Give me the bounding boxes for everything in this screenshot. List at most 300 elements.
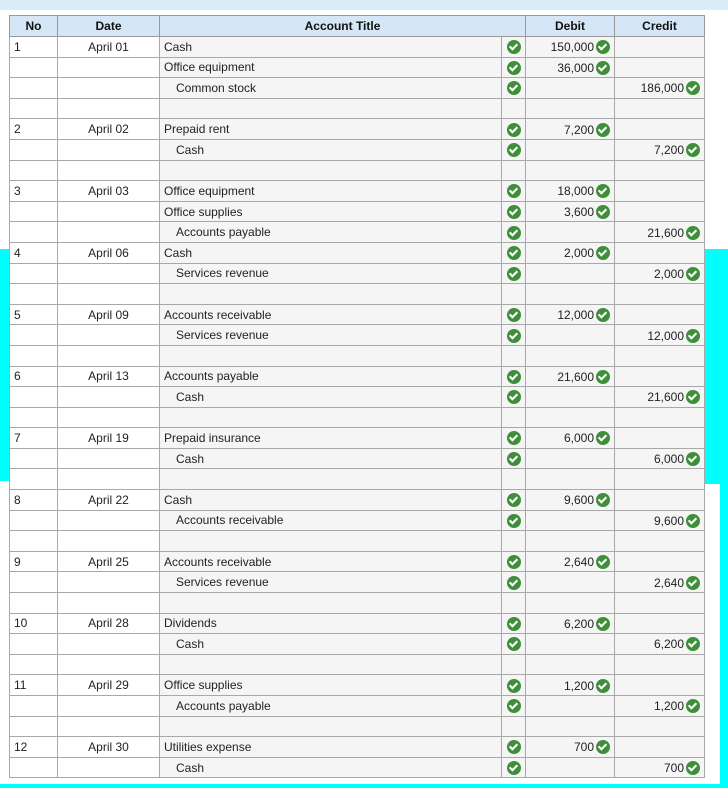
account-title-field <box>160 654 502 675</box>
account-title-field[interactable] <box>160 696 502 717</box>
check-circle-icon <box>686 699 700 713</box>
check-circle-icon <box>507 761 521 775</box>
credit-field <box>615 160 705 181</box>
entry-number <box>10 531 58 552</box>
credit-amount: 21,600 <box>647 390 685 405</box>
account-title-text: Common stock <box>176 80 257 95</box>
credit-field <box>615 716 705 737</box>
debit-field[interactable] <box>526 57 615 78</box>
check-circle-icon <box>507 370 521 384</box>
account-status <box>502 634 526 655</box>
account-status <box>502 531 526 552</box>
table-row <box>10 325 705 346</box>
account-title-text: Cash <box>176 389 205 404</box>
entry-date: April 19 <box>58 428 160 449</box>
entry-number <box>10 57 58 78</box>
account-title-text: Office equipment <box>164 183 255 198</box>
entry-number <box>10 716 58 737</box>
header-account-title: Account Title <box>160 16 526 37</box>
table-row-spacer <box>10 160 705 181</box>
account-title-field[interactable] <box>160 304 502 325</box>
account-status <box>502 181 526 202</box>
credit-field[interactable] <box>615 572 705 593</box>
account-title-text: Cash <box>164 492 193 507</box>
entry-date: April 03 <box>58 181 160 202</box>
account-status <box>502 57 526 78</box>
account-title-field[interactable] <box>160 37 502 58</box>
account-title-field[interactable] <box>160 222 502 243</box>
entry-number <box>10 654 58 675</box>
credit-amount: 7,200 <box>653 143 685 158</box>
account-title-field[interactable] <box>160 242 502 263</box>
check-circle-icon <box>507 617 521 631</box>
credit-field[interactable] <box>615 57 705 78</box>
entry-number: 4 <box>10 242 58 263</box>
account-title-field[interactable] <box>160 78 502 99</box>
debit-field[interactable] <box>526 78 615 99</box>
credit-field <box>615 98 705 119</box>
check-circle-icon <box>507 267 521 281</box>
credit-field[interactable] <box>615 304 705 325</box>
debit-field[interactable] <box>526 387 615 408</box>
entry-date <box>58 284 160 305</box>
entry-date <box>58 222 160 243</box>
table-row <box>10 304 705 325</box>
debit-field <box>526 284 615 305</box>
debit-field[interactable] <box>526 448 615 469</box>
account-title-text: Utilities expense <box>164 739 252 754</box>
account-title-field[interactable] <box>160 201 502 222</box>
table-row <box>10 78 705 99</box>
credit-field[interactable] <box>615 737 705 758</box>
table-row <box>10 201 705 222</box>
account-title-field[interactable] <box>160 510 502 531</box>
account-title-field[interactable] <box>160 634 502 655</box>
entry-date: April 29 <box>58 675 160 696</box>
debit-field[interactable] <box>526 490 615 511</box>
account-status <box>502 428 526 449</box>
check-circle-icon <box>507 143 521 157</box>
account-title-field <box>160 284 502 305</box>
entry-date <box>58 757 160 778</box>
debit-field[interactable] <box>526 181 615 202</box>
debit-amount: 150,000 <box>550 40 595 55</box>
entry-date: April 09 <box>58 304 160 325</box>
credit-amount: 2,640 <box>653 575 685 590</box>
table-row <box>10 613 705 634</box>
account-status <box>502 304 526 325</box>
credit-field <box>615 593 705 614</box>
entry-number: 12 <box>10 737 58 758</box>
credit-field <box>615 345 705 366</box>
check-circle-icon <box>507 452 521 466</box>
table-row-spacer <box>10 284 705 305</box>
entry-number: 8 <box>10 490 58 511</box>
account-title-text: Services revenue <box>176 266 269 281</box>
entry-number: 10 <box>10 613 58 634</box>
account-title-text: Accounts receivable <box>176 513 284 528</box>
account-status <box>502 654 526 675</box>
entry-date <box>58 716 160 737</box>
header-no: No <box>10 16 58 37</box>
account-title-field <box>160 469 502 490</box>
debit-field[interactable] <box>526 242 615 263</box>
entry-date <box>58 572 160 593</box>
highlight-strip-right <box>704 249 728 484</box>
entry-number <box>10 696 58 717</box>
credit-field[interactable] <box>615 675 705 696</box>
check-circle-icon <box>507 184 521 198</box>
debit-field[interactable] <box>526 222 615 243</box>
account-title-text: Cash <box>176 142 205 157</box>
check-circle-icon <box>686 226 700 240</box>
account-title-field[interactable] <box>160 675 502 696</box>
credit-field[interactable] <box>615 634 705 655</box>
credit-amount: 186,000 <box>640 81 685 96</box>
check-circle-icon <box>507 40 521 54</box>
account-title-field[interactable] <box>160 366 502 387</box>
account-status <box>502 407 526 428</box>
entry-date <box>58 469 160 490</box>
account-title-text: Cash <box>176 760 205 775</box>
check-circle-icon <box>596 184 610 198</box>
account-title-text: Accounts payable <box>176 225 271 240</box>
credit-field[interactable] <box>615 181 705 202</box>
check-circle-icon <box>507 679 521 693</box>
debit-amount: 12,000 <box>557 307 595 322</box>
table-row-spacer <box>10 716 705 737</box>
account-status <box>502 551 526 572</box>
entry-date <box>58 593 160 614</box>
account-title-field[interactable] <box>160 119 502 140</box>
entry-date <box>58 57 160 78</box>
credit-field[interactable] <box>615 201 705 222</box>
table-row-spacer <box>10 98 705 119</box>
account-title-field[interactable] <box>160 551 502 572</box>
table-row <box>10 737 705 758</box>
entry-date <box>58 263 160 284</box>
table-row <box>10 366 705 387</box>
credit-amount: 2,000 <box>653 266 685 281</box>
debit-field[interactable] <box>526 139 615 160</box>
entry-number <box>10 325 58 346</box>
entry-number: 6 <box>10 366 58 387</box>
debit-field[interactable] <box>526 119 615 140</box>
entry-date <box>58 531 160 552</box>
header-credit: Credit <box>615 16 705 37</box>
debit-field[interactable] <box>526 366 615 387</box>
debit-field[interactable] <box>526 201 615 222</box>
table-row <box>10 222 705 243</box>
table-row-spacer <box>10 531 705 552</box>
check-circle-icon <box>507 390 521 404</box>
account-title-text: Cash <box>176 451 205 466</box>
entry-number <box>10 469 58 490</box>
credit-field[interactable] <box>615 757 705 778</box>
check-circle-icon <box>507 205 521 219</box>
table-row <box>10 675 705 696</box>
debit-field[interactable] <box>526 696 615 717</box>
debit-amount: 700 <box>573 740 595 755</box>
account-status <box>502 284 526 305</box>
table-row-spacer <box>10 593 705 614</box>
header-debit: Debit <box>526 16 615 37</box>
table-header-row <box>10 16 705 37</box>
account-title-text: Prepaid insurance <box>164 431 261 446</box>
account-title-field <box>160 160 502 181</box>
entry-number: 1 <box>10 37 58 58</box>
check-circle-icon <box>686 390 700 404</box>
entry-number <box>10 222 58 243</box>
debit-field[interactable] <box>526 757 615 778</box>
check-circle-icon <box>596 123 610 137</box>
account-status <box>502 696 526 717</box>
account-title-field[interactable] <box>160 263 502 284</box>
account-status <box>502 716 526 737</box>
table-row <box>10 510 705 531</box>
account-title-field <box>160 593 502 614</box>
debit-field[interactable] <box>526 37 615 58</box>
account-status <box>502 201 526 222</box>
check-circle-icon <box>507 246 521 260</box>
debit-field[interactable] <box>526 613 615 634</box>
debit-field[interactable] <box>526 510 615 531</box>
account-status <box>502 119 526 140</box>
account-title-text: Office supplies <box>164 678 243 693</box>
account-status <box>502 325 526 346</box>
account-status <box>502 139 526 160</box>
account-title-field[interactable] <box>160 490 502 511</box>
credit-field[interactable] <box>615 428 705 449</box>
entry-number <box>10 78 58 99</box>
debit-field[interactable] <box>526 737 615 758</box>
debit-field[interactable] <box>526 304 615 325</box>
entry-number <box>10 263 58 284</box>
credit-field[interactable] <box>615 78 705 99</box>
check-circle-icon <box>507 740 521 754</box>
credit-field <box>615 469 705 490</box>
account-status <box>502 366 526 387</box>
debit-field[interactable] <box>526 572 615 593</box>
debit-amount: 2,640 <box>563 555 595 570</box>
credit-amount: 21,600 <box>647 225 685 240</box>
check-circle-icon <box>507 493 521 507</box>
account-title-field[interactable] <box>160 448 502 469</box>
check-circle-icon <box>596 40 610 54</box>
account-title-field[interactable] <box>160 737 502 758</box>
credit-field[interactable] <box>615 448 705 469</box>
account-title-text: Accounts receivable <box>164 307 272 322</box>
entry-date: April 30 <box>58 737 160 758</box>
account-status <box>502 572 526 593</box>
credit-field[interactable] <box>615 139 705 160</box>
debit-amount: 36,000 <box>557 60 595 75</box>
account-status <box>502 490 526 511</box>
credit-field[interactable] <box>615 119 705 140</box>
account-status <box>502 387 526 408</box>
entry-date: April 06 <box>58 242 160 263</box>
debit-field[interactable] <box>526 634 615 655</box>
table-row <box>10 263 705 284</box>
account-status <box>502 160 526 181</box>
account-status <box>502 613 526 634</box>
entry-number: 11 <box>10 675 58 696</box>
entry-number <box>10 345 58 366</box>
check-circle-icon <box>596 617 610 631</box>
account-status <box>502 222 526 243</box>
credit-field[interactable] <box>615 387 705 408</box>
table-row <box>10 490 705 511</box>
credit-field[interactable] <box>615 490 705 511</box>
account-status <box>502 593 526 614</box>
check-circle-icon <box>507 81 521 95</box>
check-circle-icon <box>596 431 610 445</box>
table-row <box>10 119 705 140</box>
table-row <box>10 387 705 408</box>
table-row <box>10 448 705 469</box>
account-status <box>502 37 526 58</box>
account-title-field <box>160 407 502 428</box>
debit-field[interactable] <box>526 428 615 449</box>
table-row <box>10 428 705 449</box>
credit-field[interactable] <box>615 510 705 531</box>
entry-number: 5 <box>10 304 58 325</box>
credit-field[interactable] <box>615 263 705 284</box>
table-row-spacer <box>10 407 705 428</box>
table-row-spacer <box>10 469 705 490</box>
account-status <box>502 737 526 758</box>
entry-date <box>58 160 160 181</box>
table-row-spacer <box>10 654 705 675</box>
account-status <box>502 757 526 778</box>
account-status <box>502 78 526 99</box>
check-circle-icon <box>507 308 521 322</box>
check-circle-icon <box>507 431 521 445</box>
table-row <box>10 757 705 778</box>
table-row <box>10 57 705 78</box>
credit-field[interactable] <box>615 325 705 346</box>
account-status <box>502 242 526 263</box>
debit-field[interactable] <box>526 675 615 696</box>
entry-number <box>10 510 58 531</box>
credit-field[interactable] <box>615 37 705 58</box>
debit-amount: 3,600 <box>563 204 595 219</box>
account-title-field[interactable] <box>160 387 502 408</box>
table-row <box>10 551 705 572</box>
debit-amount: 2,000 <box>563 246 595 261</box>
entry-date: April 22 <box>58 490 160 511</box>
highlight-strip-right-lower <box>720 484 728 788</box>
table-row <box>10 634 705 655</box>
entry-number: 9 <box>10 551 58 572</box>
check-circle-icon <box>686 143 700 157</box>
entry-date: April 01 <box>58 37 160 58</box>
account-title-field[interactable] <box>160 57 502 78</box>
check-circle-icon <box>507 637 521 651</box>
account-title-field <box>160 345 502 366</box>
account-title-field[interactable] <box>160 181 502 202</box>
debit-amount: 21,600 <box>557 369 595 384</box>
credit-field[interactable] <box>615 242 705 263</box>
debit-field <box>526 531 615 552</box>
debit-amount: 18,000 <box>557 184 595 199</box>
debit-amount: 1,200 <box>563 678 595 693</box>
check-circle-icon <box>596 308 610 322</box>
debit-amount: 9,600 <box>563 493 595 508</box>
entry-number <box>10 407 58 428</box>
account-title-field[interactable] <box>160 613 502 634</box>
check-circle-icon <box>596 493 610 507</box>
entry-number: 3 <box>10 181 58 202</box>
credit-field <box>615 284 705 305</box>
account-title-text: Accounts receivable <box>164 554 272 569</box>
entry-date <box>58 345 160 366</box>
debit-field <box>526 469 615 490</box>
check-circle-icon <box>686 637 700 651</box>
credit-field[interactable] <box>615 551 705 572</box>
entry-date: April 28 <box>58 613 160 634</box>
check-circle-icon <box>596 679 610 693</box>
account-title-field[interactable] <box>160 325 502 346</box>
check-circle-icon <box>507 576 521 590</box>
debit-field[interactable] <box>526 325 615 346</box>
entry-date: April 25 <box>58 551 160 572</box>
entry-number <box>10 201 58 222</box>
credit-field[interactable] <box>615 222 705 243</box>
account-status <box>502 263 526 284</box>
debit-field[interactable] <box>526 551 615 572</box>
check-circle-icon <box>596 205 610 219</box>
credit-amount: 9,600 <box>653 513 685 528</box>
check-circle-icon <box>596 246 610 260</box>
entry-number <box>10 448 58 469</box>
check-circle-icon <box>686 761 700 775</box>
debit-field[interactable] <box>526 263 615 284</box>
account-title-field[interactable] <box>160 757 502 778</box>
entry-date: April 13 <box>58 366 160 387</box>
credit-field[interactable] <box>615 613 705 634</box>
debit-field <box>526 407 615 428</box>
table-row <box>10 139 705 160</box>
entry-number <box>10 284 58 305</box>
account-title-field[interactable] <box>160 572 502 593</box>
entry-date <box>58 139 160 160</box>
entry-date <box>58 325 160 346</box>
check-circle-icon <box>507 226 521 240</box>
entry-date <box>58 387 160 408</box>
header-date: Date <box>58 16 160 37</box>
debit-field <box>526 593 615 614</box>
entry-date <box>58 98 160 119</box>
check-circle-icon <box>596 740 610 754</box>
credit-amount: 700 <box>663 760 685 775</box>
check-circle-icon <box>507 555 521 569</box>
entry-date <box>58 201 160 222</box>
credit-field[interactable] <box>615 696 705 717</box>
check-circle-icon <box>686 452 700 466</box>
account-title-field[interactable] <box>160 428 502 449</box>
credit-amount: 1,200 <box>653 699 685 714</box>
account-title-field[interactable] <box>160 139 502 160</box>
debit-field <box>526 716 615 737</box>
debit-amount: 6,000 <box>563 431 595 446</box>
account-title-text: Services revenue <box>176 575 269 590</box>
entry-number <box>10 634 58 655</box>
credit-field[interactable] <box>615 366 705 387</box>
account-title-text: Cash <box>164 39 193 54</box>
entry-number <box>10 593 58 614</box>
entry-number <box>10 757 58 778</box>
